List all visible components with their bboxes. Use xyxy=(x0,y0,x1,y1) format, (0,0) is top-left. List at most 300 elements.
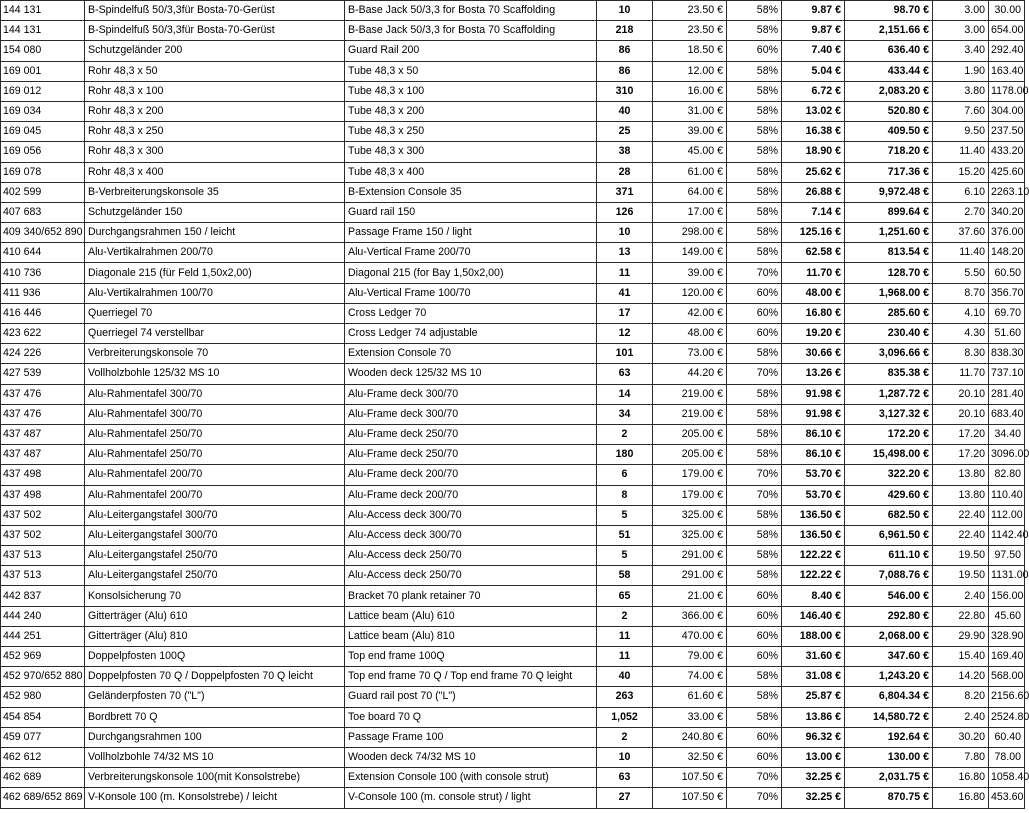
german-description-cell: Bordbrett 70 Q xyxy=(85,707,345,727)
total-weight-cell: 34.40 xyxy=(989,424,1025,444)
list-price-cell: 74.00 € xyxy=(653,667,727,687)
weight-cell: 11.70 xyxy=(933,364,989,384)
list-price-cell: 61.60 € xyxy=(653,687,727,707)
list-price-cell: 107.50 € xyxy=(653,768,727,788)
english-description-cell: Guard Rail 200 xyxy=(345,41,597,61)
table-row xyxy=(1,727,1025,747)
percentage-cell: 58% xyxy=(727,667,782,687)
percentage-cell: 70% xyxy=(727,768,782,788)
article-number-cell: 437 498 xyxy=(1,485,85,505)
percentage-cell: 60% xyxy=(727,283,782,303)
list-price-cell: 16.00 € xyxy=(653,81,727,101)
german-description-cell: Rohr 48,3 x 250 xyxy=(85,122,345,142)
weight-cell: 5.50 xyxy=(933,263,989,283)
german-description-cell: Rohr 48,3 x 50 xyxy=(85,61,345,81)
weight-cell: 2.40 xyxy=(933,707,989,727)
english-description-cell: Passage Frame 150 / light xyxy=(345,223,597,243)
english-description-cell: Guard rail post 70 ("L") xyxy=(345,687,597,707)
unit-price-cell: 122.22 € xyxy=(782,546,845,566)
article-number-cell: 452 969 xyxy=(1,647,85,667)
weight-cell: 17.20 xyxy=(933,445,989,465)
percentage-cell: 58% xyxy=(727,546,782,566)
total-price-cell: 3,127.32 € xyxy=(845,404,933,424)
article-number-cell: 144 131 xyxy=(1,21,85,41)
article-number-cell: 169 078 xyxy=(1,162,85,182)
total-weight-cell: 1142.40 xyxy=(989,525,1025,545)
english-description-cell: Alu-Vertical Frame 200/70 xyxy=(345,243,597,263)
article-number-cell: 437 513 xyxy=(1,546,85,566)
total-price-cell: 611.10 € xyxy=(845,546,933,566)
total-price-cell: 1,251.60 € xyxy=(845,223,933,243)
unit-price-cell: 16.38 € xyxy=(782,122,845,142)
german-description-cell: Verbreiterungskonsole 100(mit Konsolstrebe) xyxy=(85,768,345,788)
german-description-cell: Alu-Rahmentafel 200/70 xyxy=(85,485,345,505)
article-number-cell: 410 736 xyxy=(1,263,85,283)
total-weight-cell: 2156.60 xyxy=(989,687,1025,707)
quantity-cell: 5 xyxy=(597,546,653,566)
article-number-cell: 452 970/652 880 xyxy=(1,667,85,687)
unit-price-cell: 5.04 € xyxy=(782,61,845,81)
english-description-cell: Tube 48,3 x 250 xyxy=(345,122,597,142)
quantity-cell: 12 xyxy=(597,324,653,344)
list-price-cell: 12.00 € xyxy=(653,61,727,81)
total-price-cell: 9,972.48 € xyxy=(845,182,933,202)
unit-price-cell: 13.26 € xyxy=(782,364,845,384)
german-description-cell: Rohr 48,3 x 100 xyxy=(85,81,345,101)
english-description-cell: Lattice beam (Alu) 610 xyxy=(345,606,597,626)
list-price-cell: 149.00 € xyxy=(653,243,727,263)
percentage-cell: 58% xyxy=(727,384,782,404)
english-description-cell: Alu-Vertical Frame 100/70 xyxy=(345,283,597,303)
weight-cell: 3.80 xyxy=(933,81,989,101)
table-row xyxy=(1,21,1025,41)
unit-price-cell: 86.10 € xyxy=(782,445,845,465)
quantity-cell: 86 xyxy=(597,61,653,81)
percentage-cell: 58% xyxy=(727,525,782,545)
english-description-cell: Wooden deck 74/32 MS 10 xyxy=(345,747,597,767)
unit-price-cell: 31.60 € xyxy=(782,647,845,667)
percentage-cell: 60% xyxy=(727,626,782,646)
quantity-cell: 11 xyxy=(597,626,653,646)
total-weight-cell: 156.00 xyxy=(989,586,1025,606)
quantity-cell: 10 xyxy=(597,223,653,243)
unit-price-cell: 53.70 € xyxy=(782,465,845,485)
percentage-cell: 58% xyxy=(727,1,782,21)
weight-cell: 7.80 xyxy=(933,747,989,767)
quantity-cell: 6 xyxy=(597,465,653,485)
weight-cell: 15.20 xyxy=(933,162,989,182)
list-price-cell: 240.80 € xyxy=(653,727,727,747)
list-price-cell: 17.00 € xyxy=(653,202,727,222)
total-weight-cell: 683.40 xyxy=(989,404,1025,424)
english-description-cell: Alu-Access deck 300/70 xyxy=(345,525,597,545)
unit-price-cell: 13.86 € xyxy=(782,707,845,727)
unit-price-cell: 9.87 € xyxy=(782,21,845,41)
article-number-cell: 410 644 xyxy=(1,243,85,263)
weight-cell: 7.60 xyxy=(933,101,989,121)
english-description-cell: Alu-Frame deck 250/70 xyxy=(345,424,597,444)
percentage-cell: 58% xyxy=(727,81,782,101)
total-price-cell: 322.20 € xyxy=(845,465,933,485)
quantity-cell: 51 xyxy=(597,525,653,545)
total-price-cell: 130.00 € xyxy=(845,747,933,767)
article-number-cell: 459 077 xyxy=(1,727,85,747)
unit-price-cell: 7.40 € xyxy=(782,41,845,61)
total-price-cell: 433.44 € xyxy=(845,61,933,81)
total-price-cell: 429.60 € xyxy=(845,485,933,505)
percentage-cell: 60% xyxy=(727,586,782,606)
english-description-cell: Cross Ledger 74 adjustable xyxy=(345,324,597,344)
percentage-cell: 60% xyxy=(727,606,782,626)
weight-cell: 8.70 xyxy=(933,283,989,303)
weight-cell: 30.20 xyxy=(933,727,989,747)
german-description-cell: Vollholzbohle 74/32 MS 10 xyxy=(85,747,345,767)
list-price-cell: 79.00 € xyxy=(653,647,727,667)
list-price-cell: 205.00 € xyxy=(653,424,727,444)
german-description-cell: V-Konsole 100 (m. Konsolstrebe) / leicht xyxy=(85,788,345,808)
german-description-cell: Alu-Rahmentafel 300/70 xyxy=(85,404,345,424)
quantity-cell: 41 xyxy=(597,283,653,303)
total-price-cell: 1,287.72 € xyxy=(845,384,933,404)
english-description-cell: Toe board 70 Q xyxy=(345,707,597,727)
percentage-cell: 58% xyxy=(727,566,782,586)
quantity-cell: 25 xyxy=(597,122,653,142)
english-description-cell: Tube 48,3 x 400 xyxy=(345,162,597,182)
quantity-cell: 371 xyxy=(597,182,653,202)
english-description-cell: Alu-Frame deck 300/70 xyxy=(345,404,597,424)
article-number-cell: 169 045 xyxy=(1,122,85,142)
weight-cell: 20.10 xyxy=(933,404,989,424)
table-row xyxy=(1,626,1025,646)
percentage-cell: 58% xyxy=(727,707,782,727)
total-weight-cell: 112.00 xyxy=(989,505,1025,525)
weight-cell: 4.30 xyxy=(933,324,989,344)
quantity-cell: 86 xyxy=(597,41,653,61)
table-row xyxy=(1,525,1025,545)
english-description-cell: Alu-Frame deck 200/70 xyxy=(345,485,597,505)
percentage-cell: 58% xyxy=(727,445,782,465)
unit-price-cell: 48.00 € xyxy=(782,283,845,303)
unit-price-cell: 53.70 € xyxy=(782,485,845,505)
english-description-cell: Alu-Frame deck 200/70 xyxy=(345,465,597,485)
german-description-cell: Diagonale 215 (für Feld 1,50x2,00) xyxy=(85,263,345,283)
total-weight-cell: 1131.00 xyxy=(989,566,1025,586)
table-row xyxy=(1,101,1025,121)
total-weight-cell: 169.40 xyxy=(989,647,1025,667)
table-row xyxy=(1,707,1025,727)
total-price-cell: 1,968.00 € xyxy=(845,283,933,303)
list-price-cell: 45.00 € xyxy=(653,142,727,162)
quantity-cell: 40 xyxy=(597,101,653,121)
list-price-cell: 48.00 € xyxy=(653,324,727,344)
list-price-cell: 18.50 € xyxy=(653,41,727,61)
table-row xyxy=(1,404,1025,424)
total-weight-cell: 148.20 xyxy=(989,243,1025,263)
article-number-cell: 154 080 xyxy=(1,41,85,61)
weight-cell: 20.10 xyxy=(933,384,989,404)
unit-price-cell: 125.16 € xyxy=(782,223,845,243)
percentage-cell: 58% xyxy=(727,61,782,81)
list-price-cell: 61.00 € xyxy=(653,162,727,182)
quantity-cell: 63 xyxy=(597,364,653,384)
unit-price-cell: 18.90 € xyxy=(782,142,845,162)
article-number-cell: 454 854 xyxy=(1,707,85,727)
german-description-cell: Alu-Leitergangstafel 300/70 xyxy=(85,525,345,545)
weight-cell: 2.40 xyxy=(933,586,989,606)
german-description-cell: Schutzgeländer 150 xyxy=(85,202,345,222)
weight-cell: 29.90 xyxy=(933,626,989,646)
total-price-cell: 347.60 € xyxy=(845,647,933,667)
unit-price-cell: 91.98 € xyxy=(782,384,845,404)
quantity-cell: 8 xyxy=(597,485,653,505)
article-number-cell: 423 622 xyxy=(1,324,85,344)
article-number-cell: 444 251 xyxy=(1,626,85,646)
list-price-cell: 107.50 € xyxy=(653,788,727,808)
percentage-cell: 70% xyxy=(727,485,782,505)
article-number-cell: 437 502 xyxy=(1,505,85,525)
total-weight-cell: 425.60 xyxy=(989,162,1025,182)
total-weight-cell: 1178.00 xyxy=(989,81,1025,101)
article-number-cell: 437 476 xyxy=(1,404,85,424)
table-row xyxy=(1,182,1025,202)
total-weight-cell: 328.90 xyxy=(989,626,1025,646)
article-number-cell: 452 980 xyxy=(1,687,85,707)
total-price-cell: 6,804.34 € xyxy=(845,687,933,707)
table-row xyxy=(1,424,1025,444)
total-price-cell: 870.75 € xyxy=(845,788,933,808)
total-price-cell: 636.40 € xyxy=(845,41,933,61)
total-weight-cell: 60.50 xyxy=(989,263,1025,283)
weight-cell: 3.00 xyxy=(933,21,989,41)
german-description-cell: Querriegel 70 xyxy=(85,303,345,323)
article-number-cell: 437 487 xyxy=(1,424,85,444)
total-price-cell: 128.70 € xyxy=(845,263,933,283)
total-price-cell: 285.60 € xyxy=(845,303,933,323)
percentage-cell: 70% xyxy=(727,788,782,808)
quantity-cell: 2 xyxy=(597,727,653,747)
table-row xyxy=(1,747,1025,767)
german-description-cell: Durchgangsrahmen 150 / leicht xyxy=(85,223,345,243)
total-weight-cell: 163.40 xyxy=(989,61,1025,81)
table-row xyxy=(1,41,1025,61)
weight-cell: 2.70 xyxy=(933,202,989,222)
table-row xyxy=(1,687,1025,707)
table-row xyxy=(1,61,1025,81)
german-description-cell: Durchgangsrahmen 100 xyxy=(85,727,345,747)
quantity-cell: 38 xyxy=(597,142,653,162)
table-row xyxy=(1,566,1025,586)
german-description-cell: Alu-Leitergangstafel 300/70 xyxy=(85,505,345,525)
list-price-cell: 325.00 € xyxy=(653,525,727,545)
percentage-cell: 60% xyxy=(727,324,782,344)
percentage-cell: 58% xyxy=(727,344,782,364)
percentage-cell: 58% xyxy=(727,687,782,707)
unit-price-cell: 25.87 € xyxy=(782,687,845,707)
weight-cell: 22.40 xyxy=(933,525,989,545)
unit-price-cell: 13.00 € xyxy=(782,747,845,767)
german-description-cell: B-Spindelfuß 50/3,3für Bosta-70-Gerüst xyxy=(85,21,345,41)
weight-cell: 8.30 xyxy=(933,344,989,364)
list-price-cell: 291.00 € xyxy=(653,566,727,586)
weight-cell: 16.80 xyxy=(933,768,989,788)
table-row xyxy=(1,324,1025,344)
total-weight-cell: 110.40 xyxy=(989,485,1025,505)
total-price-cell: 2,083.20 € xyxy=(845,81,933,101)
article-number-cell: 437 498 xyxy=(1,465,85,485)
english-description-cell: Passage Frame 100 xyxy=(345,727,597,747)
unit-price-cell: 31.08 € xyxy=(782,667,845,687)
table-row xyxy=(1,647,1025,667)
table-row xyxy=(1,263,1025,283)
total-weight-cell: 1058.40 xyxy=(989,768,1025,788)
weight-cell: 13.80 xyxy=(933,485,989,505)
weight-cell: 3.00 xyxy=(933,1,989,21)
list-price-cell: 32.50 € xyxy=(653,747,727,767)
total-weight-cell: 30.00 xyxy=(989,1,1025,21)
german-description-cell: Doppelpfosten 100Q xyxy=(85,647,345,667)
article-number-cell: 169 056 xyxy=(1,142,85,162)
german-description-cell: B-Spindelfuß 50/3,3für Bosta-70-Gerüst xyxy=(85,1,345,21)
unit-price-cell: 136.50 € xyxy=(782,505,845,525)
list-price-cell: 366.00 € xyxy=(653,606,727,626)
quantity-cell: 2 xyxy=(597,606,653,626)
german-description-cell: Gitterträger (Alu) 810 xyxy=(85,626,345,646)
weight-cell: 19.50 xyxy=(933,566,989,586)
table-row xyxy=(1,788,1025,808)
percentage-cell: 58% xyxy=(727,21,782,41)
total-weight-cell: 433.20 xyxy=(989,142,1025,162)
total-weight-cell: 45.60 xyxy=(989,606,1025,626)
table-row xyxy=(1,344,1025,364)
table-row xyxy=(1,303,1025,323)
unit-price-cell: 96.32 € xyxy=(782,727,845,747)
percentage-cell: 58% xyxy=(727,243,782,263)
unit-price-cell: 26.88 € xyxy=(782,182,845,202)
english-description-cell: Lattice beam (Alu) 810 xyxy=(345,626,597,646)
total-price-cell: 6,961.50 € xyxy=(845,525,933,545)
article-number-cell: 169 001 xyxy=(1,61,85,81)
english-description-cell: Alu-Access deck 250/70 xyxy=(345,546,597,566)
percentage-cell: 58% xyxy=(727,424,782,444)
article-number-cell: 411 936 xyxy=(1,283,85,303)
percentage-cell: 70% xyxy=(727,263,782,283)
quantity-cell: 13 xyxy=(597,243,653,263)
english-description-cell: V-Console 100 (m. console strut) / light xyxy=(345,788,597,808)
unit-price-cell: 62.58 € xyxy=(782,243,845,263)
table-row xyxy=(1,445,1025,465)
list-price-cell: 23.50 € xyxy=(653,21,727,41)
table-row xyxy=(1,485,1025,505)
weight-cell: 1.90 xyxy=(933,61,989,81)
list-price-cell: 291.00 € xyxy=(653,546,727,566)
german-description-cell: Alu-Rahmentafel 300/70 xyxy=(85,384,345,404)
unit-price-cell: 6.72 € xyxy=(782,81,845,101)
weight-cell: 8.20 xyxy=(933,687,989,707)
english-description-cell: B-Base Jack 50/3,3 for Bosta 70 Scaffolding xyxy=(345,1,597,21)
unit-price-cell: 146.40 € xyxy=(782,606,845,626)
total-price-cell: 813.54 € xyxy=(845,243,933,263)
article-number-cell: 437 502 xyxy=(1,525,85,545)
total-price-cell: 682.50 € xyxy=(845,505,933,525)
unit-price-cell: 25.62 € xyxy=(782,162,845,182)
table-row xyxy=(1,202,1025,222)
quantity-cell: 2 xyxy=(597,424,653,444)
unit-price-cell: 136.50 € xyxy=(782,525,845,545)
german-description-cell: Rohr 48,3 x 300 xyxy=(85,142,345,162)
unit-price-cell: 9.87 € xyxy=(782,1,845,21)
list-price-cell: 470.00 € xyxy=(653,626,727,646)
percentage-cell: 60% xyxy=(727,41,782,61)
german-description-cell: Verbreiterungskonsole 70 xyxy=(85,344,345,364)
list-price-cell: 44.20 € xyxy=(653,364,727,384)
article-number-cell: 402 599 xyxy=(1,182,85,202)
list-price-cell: 39.00 € xyxy=(653,263,727,283)
german-description-cell: Rohr 48,3 x 200 xyxy=(85,101,345,121)
unit-price-cell: 86.10 € xyxy=(782,424,845,444)
percentage-cell: 58% xyxy=(727,223,782,243)
percentage-cell: 60% xyxy=(727,727,782,747)
list-price-cell: 120.00 € xyxy=(653,283,727,303)
list-price-cell: 33.00 € xyxy=(653,707,727,727)
unit-price-cell: 32.25 € xyxy=(782,788,845,808)
total-weight-cell: 737.10 xyxy=(989,364,1025,384)
percentage-cell: 60% xyxy=(727,303,782,323)
quantity-cell: 263 xyxy=(597,687,653,707)
list-price-cell: 219.00 € xyxy=(653,404,727,424)
list-price-cell: 31.00 € xyxy=(653,101,727,121)
total-price-cell: 409.50 € xyxy=(845,122,933,142)
unit-price-cell: 188.00 € xyxy=(782,626,845,646)
total-price-cell: 7,088.76 € xyxy=(845,566,933,586)
english-description-cell: Alu-Access deck 250/70 xyxy=(345,566,597,586)
english-description-cell: Extension Console 70 xyxy=(345,344,597,364)
german-description-cell: Geländerpfosten 70 ("L") xyxy=(85,687,345,707)
german-description-cell: Doppelpfosten 70 Q / Doppelpfosten 70 Q leicht xyxy=(85,667,345,687)
total-price-cell: 230.40 € xyxy=(845,324,933,344)
total-weight-cell: 453.60 xyxy=(989,788,1025,808)
quantity-cell: 10 xyxy=(597,1,653,21)
article-number-cell: 462 689 xyxy=(1,768,85,788)
list-price-cell: 21.00 € xyxy=(653,586,727,606)
unit-price-cell: 32.25 € xyxy=(782,768,845,788)
article-number-cell: 424 226 xyxy=(1,344,85,364)
quantity-cell: 5 xyxy=(597,505,653,525)
total-price-cell: 1,243.20 € xyxy=(845,667,933,687)
total-weight-cell: 78.00 xyxy=(989,747,1025,767)
percentage-cell: 58% xyxy=(727,101,782,121)
quantity-cell: 11 xyxy=(597,647,653,667)
english-description-cell: Bracket 70 plank retainer 70 xyxy=(345,586,597,606)
english-description-cell: Alu-Access deck 300/70 xyxy=(345,505,597,525)
list-price-cell: 64.00 € xyxy=(653,182,727,202)
unit-price-cell: 13.02 € xyxy=(782,101,845,121)
total-weight-cell: 237.50 xyxy=(989,122,1025,142)
total-price-cell: 520.80 € xyxy=(845,101,933,121)
table-row xyxy=(1,223,1025,243)
list-price-cell: 179.00 € xyxy=(653,465,727,485)
list-price-cell: 298.00 € xyxy=(653,223,727,243)
quantity-cell: 34 xyxy=(597,404,653,424)
list-price-cell: 325.00 € xyxy=(653,505,727,525)
english-description-cell: Extension Console 100 (with console strut) xyxy=(345,768,597,788)
percentage-cell: 70% xyxy=(727,465,782,485)
table-row xyxy=(1,606,1025,626)
german-description-cell: Querriegel 74 verstellbar xyxy=(85,324,345,344)
total-weight-cell: 376.00 xyxy=(989,223,1025,243)
article-number-cell: 462 612 xyxy=(1,747,85,767)
article-number-cell: 169 034 xyxy=(1,101,85,121)
percentage-cell: 58% xyxy=(727,404,782,424)
